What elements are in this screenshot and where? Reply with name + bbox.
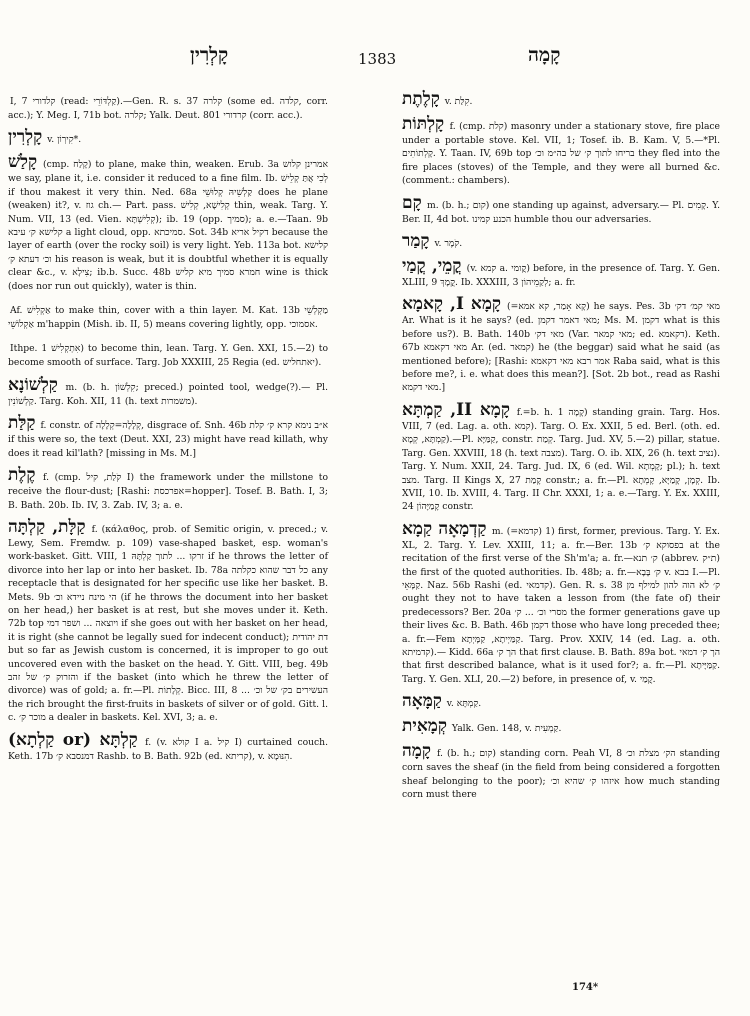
entry-headword: קָמָה xyxy=(402,741,431,762)
entry-headword: קָמַר xyxy=(402,231,430,252)
entry-text: v. קֹמֶר. xyxy=(434,238,463,250)
entry-text: (v. קמא a. קֳומי) before, in the presence of. Targ. Y. Gen. XLIII, 9 קֳמָךְ. Ib. XXXIII, 3 לְקַמֵיהוֹן; a. fr. xyxy=(402,263,721,289)
dictionary-entry xyxy=(402,194,720,226)
entry-text: v. קִירְוֹן*. xyxy=(47,134,82,146)
entry-text: f.=b. h. קָמָה 1) standing grain. Targ. Hos. VIII, 7 (ed. Lag. a. oth. קמא). Targ. O. Ex. XXII, 5 ed. Berl. (oth. ed. קַמְתָּא, קְמָא).—Pl. קַמַּיָּא, constr. קְמַת. Targ. Jud. XV, 5.—2) pillar, statue. Targ. Gen. XXVIII, 18 (h. text מצבה). Targ. O. ib. XIX, 26 (h. text נציב). Targ. Y. Num. XXII, 24. Targ. Jud. IX, 6 (ed. Wil. קָמְתָא; pl.); h. text מצב. Targ. II Kings X, 27 קָמַת constr.; a. fr.—Pl. קְמָן, קָמַיָּא, קָמְתָא. Ib. XVII, 10. Ib. XVIII, 4. Targ. II Chr. XXXI, 1; a. e.—Targ. Y. Ex. XXIII, 24 קָמַיָּהוֹן constr. xyxy=(402,406,721,513)
entry-headword: קַדְמָאָה קַמָא xyxy=(402,518,487,539)
dictionary-entry xyxy=(8,153,328,293)
entry-headword: קַלְשׁוֹנָא xyxy=(8,374,58,395)
entry-text: f. (cmp. קֹלַת, קיל I) the framework under the millstone to receive the flour-dust; [Rashi: אפרכסת=hopper]. Tosef. B. Bath. I, 3; B. Bath. 20b. Ib. IV, 3. Zab. IV, 3; a. e. xyxy=(8,472,328,511)
dictionary-entry xyxy=(402,742,720,801)
entry-headword: קֳמֵי, קֳמַי xyxy=(402,256,462,277)
dictionary-entry xyxy=(8,466,328,512)
entry-headword: קָלְתּוֹת xyxy=(402,114,445,134)
dictionary-entry xyxy=(402,717,720,736)
page-number: 1383 xyxy=(358,50,397,68)
dictionary-entry xyxy=(8,90,328,122)
entry-headword: קָלֶתֶת xyxy=(402,89,440,109)
dictionary-entry xyxy=(402,401,720,514)
dictionary-entry xyxy=(8,376,328,408)
entry-headword: קְמָאִית xyxy=(402,716,447,737)
entry-text: m. (b. h. קִלְשׁוֹן; preced.) pointed tool, wedge(?).— Pl. קַלְשׁוֹנִין. Targ. Koh. XII, 11 (h. text משמרות). xyxy=(8,381,329,407)
left-running-head: קָלְרִין xyxy=(190,44,229,66)
entry-text: f. (cmp. קלת) masonry under a stationary stove, fire place under a portable stove. Kel. VII, 1; Tosef. ib. B. Kam. V, 5.—*Pl. קָלְתוֹתִים. Y. Taan. IV, 69b top בריחו לתוך ק׳ של בה״מ וכ׳ they fled into the fire places (stoves) of the Temple, and they were all burned &c. (comment.: chambers). xyxy=(402,121,720,187)
entry-text: Ithpe. אִתְקְלִישׁ 1) to become thin, lean. Targ. Y. Gen. XXI, 15.—2) to become smooth of surface. Targ. Job XXXIII, 25 Regia (ed. יאתחליש). xyxy=(8,343,328,369)
entry-headword: קֶלֶת xyxy=(8,465,36,486)
entry-text: (=קָא אָמַר, קא אמא) he says. Pes. 3b מאי קמ׳ דק׳ Ar. What is it he says? (ed. מאי דאמר דקמן; Ms. M. דקמן what is this before us?). B. Bath. 140b מאי דק׳ (Var. מאי קמאר; ed. דקאמא). Keth. 67b מאי דקאמא Ar. (ed. קמאר) he (the beggar) said what he said (as mentioned before); [Rashi: אמר רבא מאי דקאמא Raba said, what is this before me?, i. e. what does this mean?]. [Sot. 2b bot., read as Rashi מאי דקמא.] xyxy=(402,301,720,394)
dictionary-entry xyxy=(8,337,328,369)
entry-text: f. constr. of קְלָלָה=קְלָלָה, disgrace of. Snh. 46b א״ב נימא קרא ק׳ קלת if this were so, the text (Deut. XXI, 23) might have read killath, why does it read kil'lath? [missing in Ms. M.] xyxy=(8,420,328,459)
dictionary-entry xyxy=(8,414,328,460)
entry-text: Yalk. Gen. 148, v. קַמְעִית. xyxy=(451,723,562,735)
dictionary-entry xyxy=(402,90,720,109)
dictionary-entry xyxy=(8,128,328,147)
page-header xyxy=(0,44,750,74)
dictionary-entry xyxy=(8,518,328,725)
entry-headword: קַמָּאָה xyxy=(402,691,442,712)
entry-headword: קַלַּת xyxy=(8,413,36,434)
dictionary-entry xyxy=(402,295,720,394)
entry-text: m. (=קדמא) 1) first, former, previous. Targ. Y. Ex. XL, 2. Targ. Y. Lev. XXIII, 11; a. fr.—Ber. 13b בפסוקא ק׳ at the recitation of the first verse of the Sh'm'a; a. fr.—ק׳ תנא (abbrev. ת״ק) the first of the quoted authorities. Ib. 48b; a. fr.—ק׳ בָּבָא v. בבא I.—Pl. קַמָּאֵי. Naz. 56b Rashi (ed. קדמאי). Gen. R. s. 38 ק׳ לא הוה להון למילף מן ought they not to have taken a lesson from (the fate of) their predecessors? Ber. 20a מסרי וכ׳ ... ק׳ the former generations gave up their lives &c. B. Bath. 46b דקמן those who have long preceded thee; a. fr.—Fem קַמַּיְיתָא, קַמָּיְתָא. Targ. Prov. XXIV, 14 (ed. Lag. a. oth. קדמיתא).— Kidd. 66a הך ק׳ that first clause. B. Bath. 89a bot. הך ק׳ דמאי that first described balance, what is it used for?; a. fr.—Pl. קַמַּיָּיתָא. Targ. Y. Gen. XLI, 20.—2) before, in presence of, v. קֳמַי. xyxy=(402,525,721,685)
entry-text: f. (b. h.; קום) standing corn. Peah VI, 8 הק׳ מצלת וכ׳ standing corn saves the sheaf (in the field from being considered a forgotten sheaf belonging to the poor); איזהו ק׳ שהיא וכ׳ how much standing corn must there xyxy=(402,748,721,800)
dictionary-entry xyxy=(402,692,720,711)
entry-headword: קָלְרִין xyxy=(8,127,43,148)
entry-headword: קַלָּת, קַלְתָּה xyxy=(8,516,86,537)
dictionary-entry xyxy=(402,115,720,188)
entry-headword: קָם xyxy=(402,192,422,213)
entry-text: v. קִלַּת. xyxy=(444,96,473,107)
right-column xyxy=(402,90,720,807)
entry-text: I, 7 קלדורי (read: קַלְדּוֹרֵי).—Gen. R. s. 37 קלרה (some ed. קלדה, corr. acc.); Y. Meg. I, 71b bot. קלרה; Yalk. Deut. 801 קרדורי (corr. acc.). xyxy=(8,96,328,121)
signature-mark: 174* xyxy=(572,982,599,993)
entry-headword: קַלְתָּא (or קַלְתָא) xyxy=(8,729,138,750)
dictionary-entry xyxy=(402,232,720,251)
entry-text: m. (b. h.; קום) one standing up against, adversary.— Pl. קָמִים. Y. Ber. II, 4d bot. הכנע קמינו humble thou our adversaries. xyxy=(402,199,721,225)
entry-text: f. (v. קולא I a. קיל I) curtained couch. Keth. 17b דמנסבא ק׳ Rashb. to B. Bath. 92b (ed. קריתא), v. הִנּוּמָא. xyxy=(8,736,329,762)
dictionary-entry xyxy=(402,520,720,686)
right-running-head: קָמָה xyxy=(528,44,561,66)
dictionary-entry xyxy=(8,731,328,763)
entry-text: (cmp. קָלַח) to plane, make thin, weaken. Erub. 3a אמרינן קלוש we say, plane it, i.e. consider it reduced to a fine film. Ib. לְכִי אֲתַּ קְלֵישׁ if thou makest it very thin. Ned. 68a קַלְשֵׁיהּ קְלוּשֵׁי does he plane (weaken) it?, v. גוז ch.— Part. pass. קְלִישָׁא, קְלִישׁ thin, weak. Targ. Y. Num. VII, 13 (ed. Vien. קְלִישְׁתָּא); ib. 19 (opp. סמיך); a. e.—Taan. 9b קלישא ק׳ עיבא a light cloud, opp. סמיכתא. Sot. 34b דקיל אריא because the layer of earth (over the rocky soil) is very light. Yeb. 113a bot. קלישא וכ׳ דעתא ק׳ his reason is weak, but it is doubtful whether it is equally clear &c., v. צִילָא; ib.b. Succ. 48b חמרא סמיך מיא קליש wine is thick (does nor run out quickly), water is thin. xyxy=(8,159,329,292)
entry-text: v. קַמְתָּא. xyxy=(446,698,482,710)
entry-headword: קָמָא II, קַמְתָּא xyxy=(402,399,510,420)
entry-text: f. (κάλαθος, prob. of Semitic origin, v. preced.; v. Lewy, Sem. Fremdw. p. 109) vase-shaped basket, esp. woman's work-basket. Gitt. VIII, 1 זרקו ... לתוך קַלְתָּהּ if he throws the letter of divorce into her lap or into her basket. Ib. 78a כל דבר שהוא כקלתה any receptacle that is designated for her specific use like her basket. B. Mets. 9b הי מינח ניידא וכ׳ (if he throws the document into her basket on her head,) her basket is at rest, but she moves under it. Keth. 72b top ויוצאה ... ושפר דמי if she goes out with her basket on her head, it is right (she cannot be legally sued for indecent conduct); דת יהודית but so far as Jewish custom is concerned, it is improper to go out uncovered even with the basket on the head. Y. Gitt. VIII, beg. 49b והזרוק ק׳ של זהב if the basket (into which he threw the letter of divorce) was of gold; a. fr.—Pl. קְלָתוֹת. Bicc. III, 8 ... העשירים בק׳ של וכ׳ the rich brought the first-fruits in baskets of silver or of gold. Gitt. l. c. מוכר ק׳ a dealer in baskets. Kel. XVI, 3; a. e. xyxy=(8,523,329,724)
entry-text: Af. אַקְלִישׁ to make thin, cover with a thin layer. M. Kat. 13b מַקְלְשֵׁי אַקְלוֹשֵׁי m'happin (Mish. ib. II, 5) means covering lightly, opp. אסמוכי. xyxy=(8,305,328,331)
left-column xyxy=(8,90,328,769)
entry-headword: קָלַשׁ xyxy=(8,152,38,173)
entry-headword: קָמָא I, קָאמָא xyxy=(402,294,501,315)
dictionary-entry xyxy=(402,257,720,289)
dictionary-entry xyxy=(8,299,328,331)
